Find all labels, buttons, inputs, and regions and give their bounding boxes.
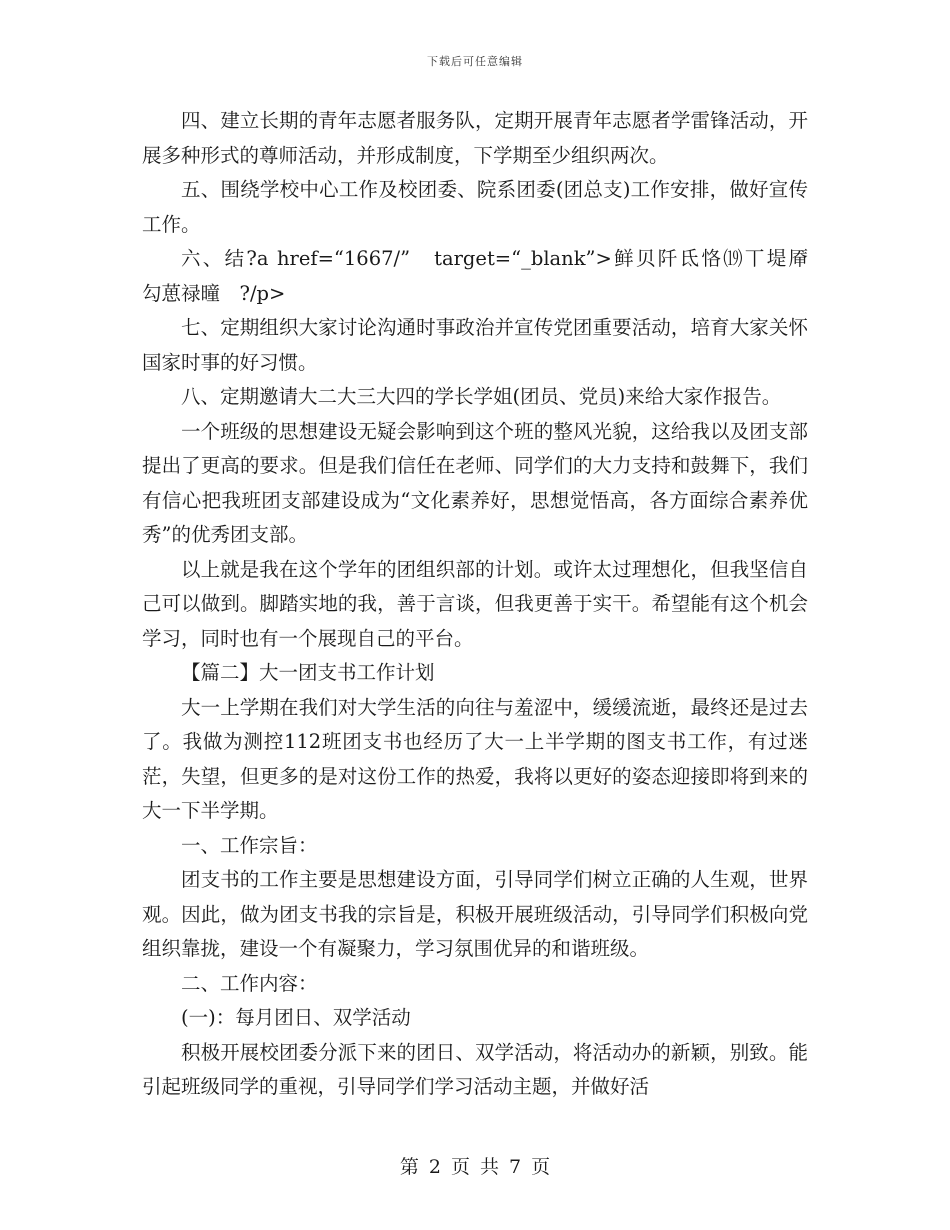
page-header: 下载后可任意编辑 bbox=[427, 55, 523, 68]
section-heading: 一、工作宗旨： bbox=[181, 833, 318, 857]
section-heading: 【篇二】大一团支书工作计划 bbox=[181, 661, 435, 684]
paragraph: 团支书的工作主要是思想建设方面，引导同学们树立正确的人生观，世界观。因此，做为团支书我的宗旨是，积极开展班级活动，引导同学们积极向党组织靠拢，建设一个有凝聚力，学习氛围优异的和谐班级。 bbox=[142, 868, 808, 960]
paragraph: 积极开展校团委分派下来的团日、双学活动，将活动办的新颖，别致。能引起班级同学的重视，引导同学们学习活动主题，并做好活 bbox=[142, 1040, 808, 1098]
paragraph: 五、围绕学校中心工作及校团委、院系团委(团总支)工作安排，做好宣传工作。 bbox=[142, 178, 808, 236]
paragraph: 七、定期组织大家讨论沟通时事政治并宣传党团重要活动，培育大家关怀国家时事的好习惯。 bbox=[142, 316, 808, 374]
section-heading: (一)：每月团日、双学活动 bbox=[181, 1006, 411, 1029]
paragraph: 以上就是我在这个学年的团组织部的计划。或许太过理想化，但我坚信自己可以做到。脚踏实地的我，善于言谈，但我更善于实干。希望能有这个机会学习，同时也有一个展现自己的平台。 bbox=[142, 557, 808, 650]
document-body bbox=[142, 104, 848, 1105]
paragraph: 八、定期邀请大二大三大四的学长学姐(团员、党员)来给大家作报告。 bbox=[181, 385, 782, 408]
section-heading: 二、工作内容： bbox=[181, 971, 318, 995]
paragraph: 四、建立长期的青年志愿者服务队，定期开展青年志愿者学雷锋活动，开展多种形式的尊师活动，并形成制度，下学期至少组织两次。 bbox=[142, 109, 808, 167]
paragraph: 大一上学期在我们对大学生活的向往与羞涩中，缓缓流逝，最终还是过去了。我做为测控112班团支书也经历了大一上半学期的图支书工作，有过迷茫，失望，但更多的是对这份工作的热爱，我将以更好的姿态迎接即将到来的大一下半学期。 bbox=[142, 695, 808, 822]
paragraph: 一个班级的思想建设无疑会影响到这个班的整风光貌，这给我以及团支部提出了更高的要求。但是我们信任在老师、同学们的大力支持和鼓舞下，我们有信心把我班团支部建设成为“文化素养好，思想觉悟高，各方面综合素养优秀”的优秀团支部。 bbox=[142, 419, 808, 546]
paragraph: 六、结?a href=“1667/” target=“_blank”>鲜贝阡氐恪⒆丅堤厣 勾葸禄曈 ?/p> bbox=[142, 247, 848, 305]
page-number: 第 2 页 共 7 页 bbox=[399, 1156, 551, 1178]
